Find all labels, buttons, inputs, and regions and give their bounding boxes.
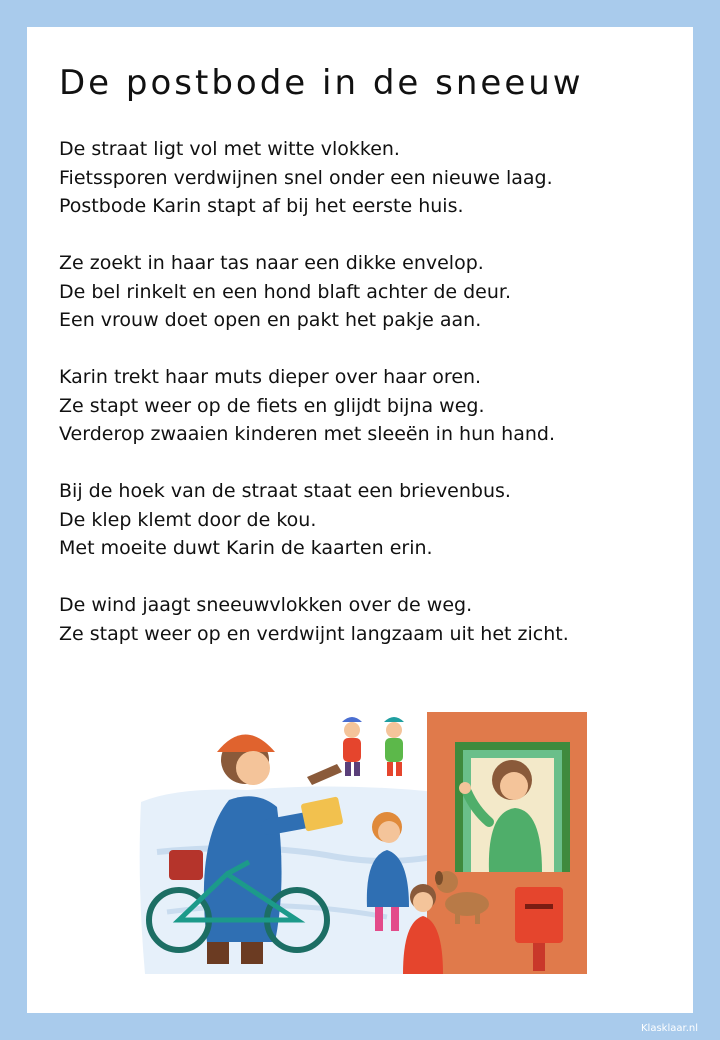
poem-line: Postbode Karin stapt af bij het eerste huis. <box>59 195 464 217</box>
poem-line: Met moeite duwt Karin de kaarten erin. <box>59 537 433 559</box>
poem-line: Verderop zwaaien kinderen met sleeën in hun hand. <box>59 423 556 445</box>
poem-line: De straat ligt vol met witte vlokken. <box>59 138 400 160</box>
mail-bag <box>169 850 203 880</box>
woman-face <box>500 772 528 800</box>
poem-body <box>59 135 679 677</box>
poem-line: Ze zoekt in haar tas naar een dikke envelop. <box>59 252 484 274</box>
poem-line: Karin trekt haar muts dieper over haar oren. <box>59 366 482 388</box>
poem-title: De postbode in de sneeuw <box>59 63 584 103</box>
stanza-2 <box>59 249 679 335</box>
mailbox <box>515 887 563 943</box>
poem-line: De klep klemt door de kou. <box>59 508 317 531</box>
poem-line: De wind jaagt sneeuwvlokken over de weg. <box>59 594 473 616</box>
poem-line: Ze stapt weer op en verdwijnt langzaam uit het zicht. <box>59 622 569 645</box>
mailbox-slot <box>525 904 553 909</box>
poem-line: Een vrouw doet open en pakt het pakje aan. <box>59 309 482 331</box>
poem-line: Bij de hoek van de straat staat een brievenbus. <box>59 480 511 502</box>
stanza-1 <box>59 135 679 221</box>
kid-red-jacket <box>343 738 361 762</box>
poem-line: Fietssporen verdwijnen snel onder een nieuwe laag. <box>59 166 553 189</box>
sled <box>307 764 342 785</box>
site-footer: Klasklaar.nl <box>641 1023 698 1034</box>
postwoman-snow-illustration <box>137 682 589 974</box>
stanza-5 <box>59 591 679 648</box>
stanza-3 <box>59 363 679 449</box>
poem-line: Ze stapt weer op de fiets en glijdt bijna weg. <box>59 394 485 417</box>
dog <box>445 892 489 916</box>
poem-line: De bel rinkelt en een hond blaft achter de deur. <box>59 280 512 303</box>
kid-green-jacket <box>385 738 403 762</box>
postwoman-hat <box>217 735 275 753</box>
worksheet-card <box>27 27 693 1013</box>
stanza-4 <box>59 477 679 563</box>
postwoman-face <box>236 751 270 785</box>
